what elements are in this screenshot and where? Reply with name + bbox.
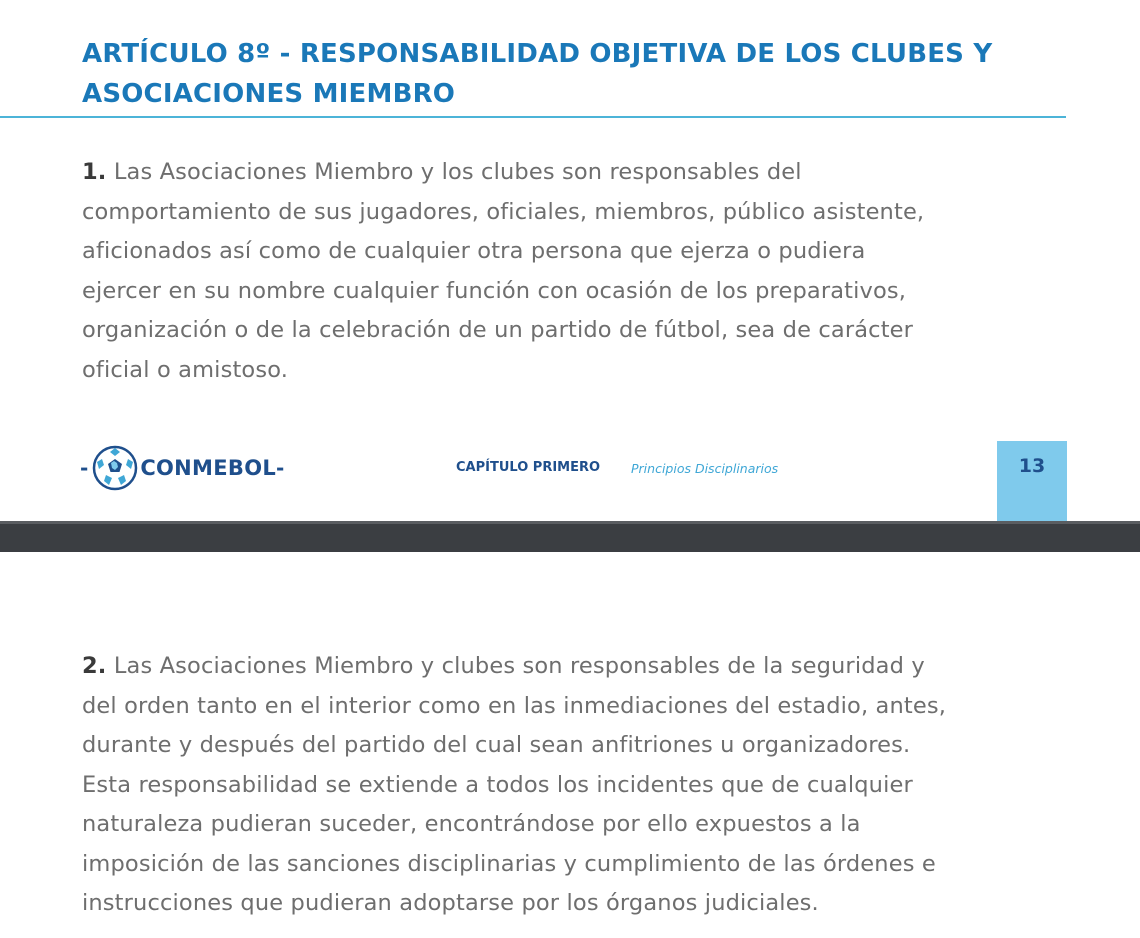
paragraph-1-line-1: Las Asociaciones Miembro y los clubes son responsables del	[106, 159, 802, 185]
paragraph-2-line-7: instrucciones que pudieran adoptarse por los órganos judiciales.	[82, 890, 819, 916]
paragraph-1-line-4: ejercer en su nombre cualquier función con ocasión de los preparativos,	[82, 277, 907, 304]
page-number: 13	[1018, 455, 1046, 477]
paragraph-1-line-3: aficionados así como de cualquier otra persona que ejerza o pudiera	[82, 238, 866, 264]
paragraph-2-line-6: imposición de las sanciones disciplinarias y cumplimiento de las órdenes e	[82, 850, 936, 877]
paragraph-1-number: 1.	[82, 159, 107, 185]
page-break-divider	[0, 524, 1140, 552]
logo-dash-left: -	[80, 456, 89, 480]
logo-wordmark: CONMEBOL	[140, 456, 277, 480]
paragraph-2-number: 2.	[82, 653, 107, 679]
paragraph-2	[82, 647, 1082, 924]
paragraph-2-line-2: del orden tanto en el interior como en las inmediaciones del estadio, antes,	[82, 692, 947, 719]
paragraph-2-line-5: naturaleza pudieran suceder, encontrándose por ello expuestos a la	[82, 811, 861, 837]
article-title-line-2: ASOCIACIONES MIEMBRO	[82, 79, 456, 109]
page-number-box	[997, 441, 1067, 523]
article-title	[82, 34, 1042, 114]
footer-chapter-subtitle: Principios Disciplinarios	[631, 461, 779, 476]
paragraph-1-line-6: oficial o amistoso.	[82, 356, 289, 383]
article-title-line-1: ARTÍCULO 8º - RESPONSABILIDAD OBJETIVA DE LOS CLUBES Y	[82, 39, 993, 69]
paragraph-2-line-4: Esta responsabilidad se extiende a todos los incidentes que de cualquier	[82, 771, 913, 798]
paragraph-2-line-3: durante y después del partido del cual sean anfitriones u organizadores.	[82, 732, 911, 758]
paragraph-1	[82, 153, 1042, 390]
footer-chapter-label: CAPÍTULO PRIMERO	[456, 460, 601, 475]
conmebol-ball-icon	[92, 445, 138, 491]
paragraph-2-line-1: Las Asociaciones Miembro y clubes son responsables de la seguridad y	[106, 653, 925, 679]
paragraph-1-line-2: comportamiento de sus jugadores, oficiales, miembros, público asistente,	[82, 198, 925, 225]
conmebol-logo	[80, 444, 284, 492]
paragraph-1-line-5: organización o de la celebración de un partido de fútbol, sea de carácter	[82, 317, 914, 343]
title-divider-rule	[0, 116, 1066, 118]
logo-dash-right: -	[276, 456, 285, 480]
